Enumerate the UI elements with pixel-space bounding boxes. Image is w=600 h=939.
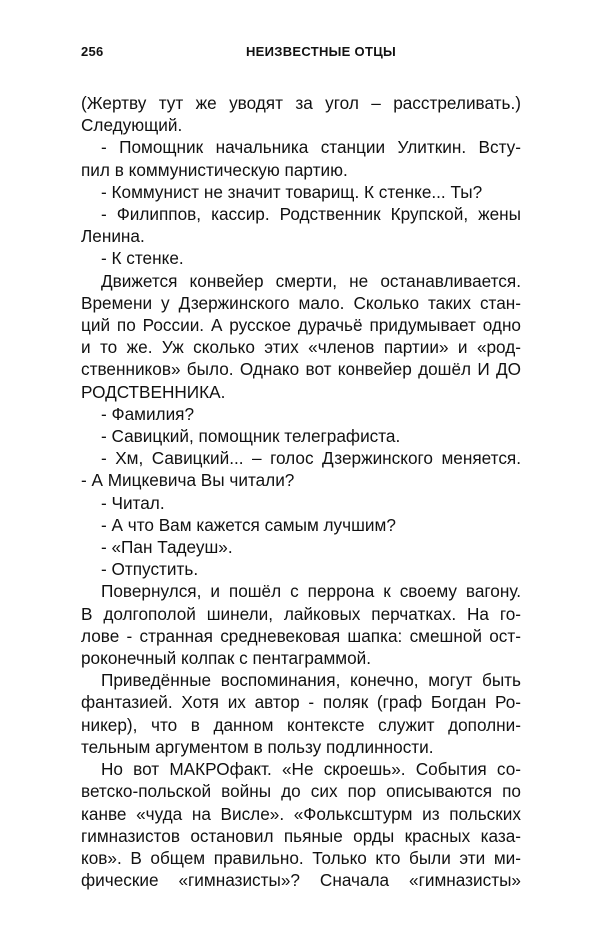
text-line: - Помощник начальника станции Улиткин. Всту- (101, 137, 521, 158)
text-line: (Жертву тут же уводят за угол – расстреливать.) (81, 93, 521, 113)
text-line: Но вот МАКРОфакт. «Не скроешь». События со- (101, 759, 521, 780)
text-line: Повернулся, и пошёл с перрона к своему вагону. (101, 581, 521, 602)
text-line: тельным аргументом в пользу подлинности. (81, 736, 434, 757)
text-line: - Савицкий, помощник телеграфиста. (101, 426, 401, 447)
text-line: роконечный колпак с пентаграммой. (81, 648, 372, 669)
text-line: - Филиппов, кассир. Родственник Крупской, жены (101, 204, 521, 225)
text-line: - К стенке. (101, 248, 184, 269)
text-line: - Фамилия? (101, 403, 195, 424)
text-line: Следующий. (81, 115, 183, 136)
text-line: - А что Вам кажется самым лучшим? (101, 514, 396, 535)
book-title: НЕИЗВЕСТНЫЕ ОТЦЫ (245, 44, 397, 59)
text-line: и то же. Уж сколько этих «членов партии» и «род- (81, 337, 521, 358)
text-line: РОДСТВЕННИКА. (81, 381, 226, 402)
text-line: пил в коммунистическую партию. (81, 159, 348, 180)
text-line: Ленина. (81, 226, 145, 247)
text-line: Движется конвейер смерти, не останавливается. (101, 270, 521, 291)
running-head (81, 44, 521, 64)
text-line: фические «гимназисты»? Сначала «гимназисты» (81, 870, 521, 891)
text-line: - «Пан Тадеуш». (101, 537, 233, 558)
text-line: - Хм, Савицкий... – голос Дзержинского меняется. (101, 448, 521, 469)
text-line: В долгополой шинели, лайковых перчатках. На го- (81, 603, 521, 624)
text-line: фантазией. Хотя их автор - поляк (граф Богдан Ро- (81, 692, 521, 713)
text-line: Времени у Дзержинского мало. Сколько таких стан- (81, 292, 521, 313)
page-number: 256 (81, 44, 104, 59)
text-line: лове - странная средневековая шапка: смешной ост- (81, 625, 521, 646)
text-line: - Отпустить. (101, 559, 199, 580)
body-text (81, 92, 521, 891)
text-line: Приведённые воспоминания, конечно, могут быть (101, 670, 521, 691)
text-line: гимназистов остановил пьяные орды красных каза- (81, 825, 521, 846)
text-line: канве «чуда на Висле». «Фольксштурм из польских (81, 803, 521, 824)
text-line: - Читал. (101, 492, 165, 513)
text-line: никер), что в данном контексте служит дополни- (81, 714, 521, 735)
text-line: ственников» было. Однако вот конвейер дошёл И ДО (81, 359, 521, 380)
text-line: ций по России. А русское дурачьё придумывает одно (81, 315, 521, 336)
text-line: ков». В общем правильно. Только кто были эти ми- (81, 847, 521, 868)
text-line: - Коммунист не значит товарищ. К стенке... Ты? (101, 181, 483, 202)
text-line: ветско-польской войны до сих пор описываются по (81, 781, 521, 802)
text-line: - А Мицкевича Вы читали? (81, 470, 295, 491)
